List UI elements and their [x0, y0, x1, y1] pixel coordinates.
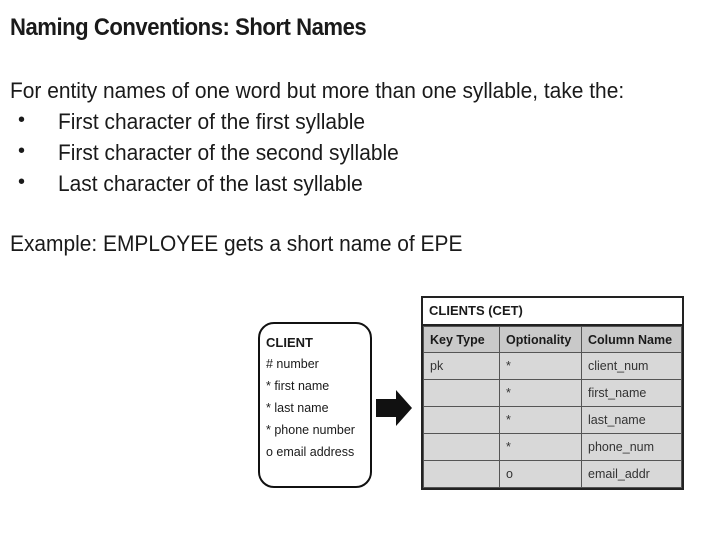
right-arrow-icon [376, 390, 412, 426]
key-type-cell: pk [424, 353, 500, 380]
key-type-cell [424, 434, 500, 461]
rule-text: Last character of the last syllable [58, 171, 363, 196]
entity-attribute: # number [266, 357, 319, 371]
key-type-cell [424, 407, 500, 434]
entity-attribute: * last name [266, 401, 329, 415]
table-header-row [424, 327, 682, 353]
rule-text: First character of the second syllable [58, 140, 399, 165]
entity-attribute: * first name [266, 379, 330, 393]
intro-text: For entity names of one word but more than one syllable, take the: [10, 78, 625, 103]
rule-text: First character of the first syllable [58, 109, 366, 134]
column-name-cell: client_num [582, 353, 682, 380]
column-header: Optionality [500, 327, 582, 353]
table-diagram [421, 296, 684, 490]
column-name-cell: email_addr [582, 461, 682, 488]
optionality-cell: * [500, 407, 582, 434]
slide-title: Naming Conventions: Short Names [10, 14, 367, 41]
column-header: Column Name [582, 327, 682, 353]
example-text: Example: EMPLOYEE gets a short name of EPE [10, 231, 463, 256]
column-name-cell: phone_num [582, 434, 682, 461]
optionality-cell: * [500, 434, 582, 461]
optionality-cell: * [500, 353, 582, 380]
columns-table [423, 326, 682, 488]
column-name-cell: first_name [582, 380, 682, 407]
optionality-cell: * [500, 380, 582, 407]
bullet-icon: • [18, 171, 26, 193]
table-row [424, 461, 682, 488]
entity-attribute: o email address [266, 445, 355, 459]
bullet-icon: • [18, 140, 26, 162]
bullet-icon: • [18, 109, 26, 131]
table-caption: CLIENTS (CET) [423, 298, 682, 326]
key-type-cell [424, 461, 500, 488]
entity-box [258, 322, 372, 488]
entity-name: CLIENT [266, 335, 313, 350]
column-name-cell: last_name [582, 407, 682, 434]
column-header: Key Type [424, 327, 500, 353]
key-type-cell [424, 380, 500, 407]
table-row [424, 434, 682, 461]
table-row [424, 353, 682, 380]
table-row [424, 380, 682, 407]
table-row [424, 407, 682, 434]
optionality-cell: o [500, 461, 582, 488]
entity-attribute: * phone number [266, 423, 355, 437]
